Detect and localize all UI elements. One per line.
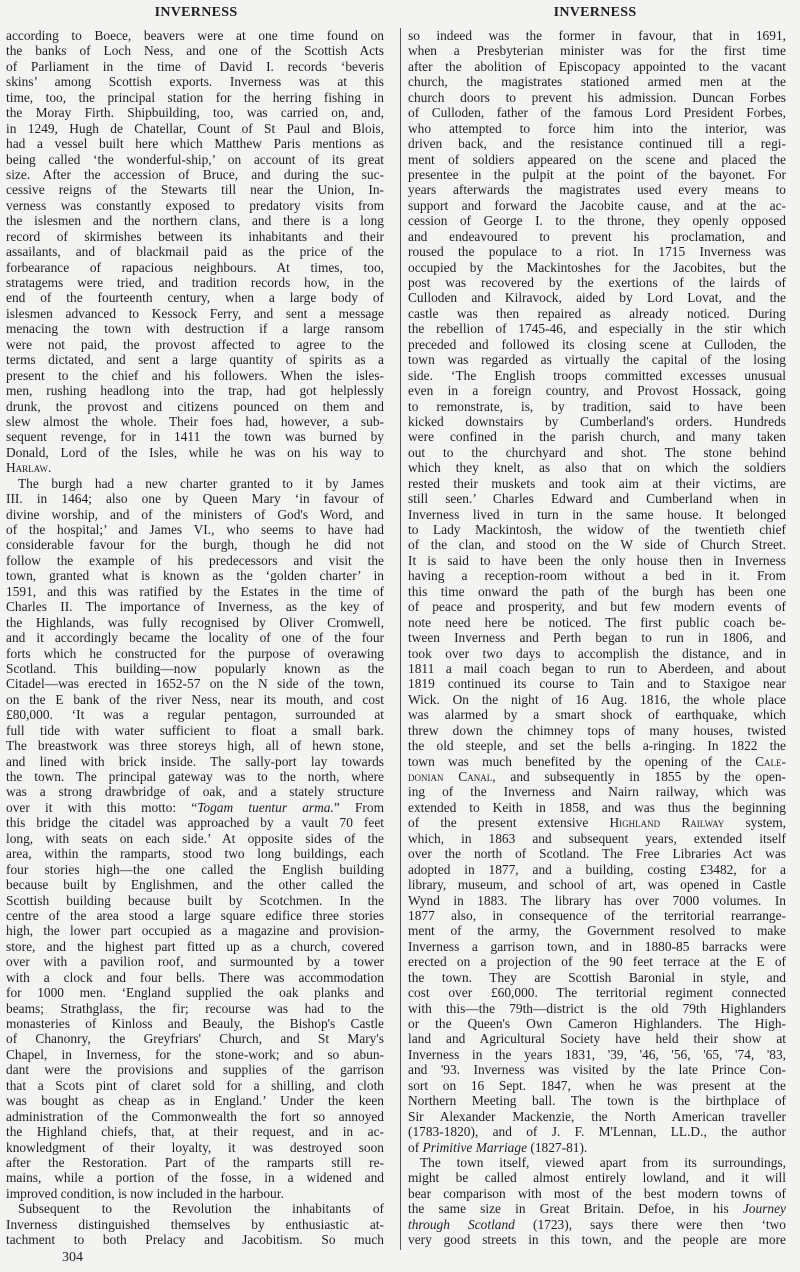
text-segment: town was much benefited by the opening of the bbox=[408, 753, 756, 769]
text-column-right bbox=[408, 28, 786, 1248]
text-line: administration of the Commonwealth the fort so annoyed bbox=[6, 1108, 384, 1124]
text-line: 1591, and this was ratified by the Estates in the time of bbox=[6, 583, 384, 599]
text-line: so indeed was the former in favour, that in 1691, bbox=[408, 28, 786, 43]
text-line: and lined with brick inside. The sally-port lay towards bbox=[6, 753, 384, 769]
small-caps-text: Highland Railway bbox=[609, 815, 725, 831]
text-line bbox=[408, 754, 786, 769]
text-line: cost over £60,000. The territorial regiment connected bbox=[408, 985, 786, 1001]
text-line: dant were the provisions and supplies of the garrison bbox=[6, 1062, 384, 1078]
text-line: Inverness in the years 1831, '39, '46, '56, '65, '74, '83, bbox=[408, 1046, 786, 1062]
text-line: ing of the Inverness and Nairn railway, which was bbox=[408, 784, 786, 800]
text-line: castle was then repaired as already noticed. During bbox=[408, 305, 786, 321]
text-line: the old steeple, and set the bells a-ringing. In 1822 the bbox=[408, 738, 786, 754]
text-line: Northern Meeting ball. The town is the birthplace of bbox=[408, 1093, 786, 1109]
running-header-left: INVERNESS bbox=[154, 5, 238, 20]
text-line: of the clan, and stood on the W side of Church Street. bbox=[408, 537, 786, 553]
text-line: was alarmed by a smart shock of earthquake, which bbox=[408, 707, 786, 723]
text-line: for 1000 men. ‘England supplied the oak planks and bbox=[6, 985, 384, 1001]
text-line: were not paid, the provost affected to agree to the bbox=[6, 336, 384, 352]
italic-text: Togam tuentur arma. bbox=[197, 799, 334, 815]
text-line: that a Scots pint of claret sold for a shilling, and cloth bbox=[6, 1077, 384, 1093]
text-line: III. in 1464; also one by Queen Mary ‘in favour of bbox=[6, 491, 384, 507]
text-line: cession of George I. to the throne, they openly opposed bbox=[408, 213, 786, 229]
text-line: this bridge the citadel was approached by a vault 70 feet bbox=[6, 815, 384, 831]
text-line: the Highlands, was fully recognised by Oliver Cromwell, bbox=[6, 614, 384, 630]
text-line bbox=[408, 769, 786, 784]
text-line: and it accordingly became the locality of one of the four bbox=[6, 630, 384, 646]
text-line: size. After the accession of Bruce, and during the suc- bbox=[6, 166, 384, 182]
text-line: improved condition, is now included in the harbour. bbox=[6, 1185, 284, 1201]
text-line: considerable favour for the burgh, though he did not bbox=[6, 537, 384, 553]
text-line: Citadel—was erected in 1652-57 on the N side of the town, bbox=[6, 676, 384, 692]
text-line: menacing the town with destruction if a large ransom bbox=[6, 321, 384, 337]
text-line: (1783-1820), and of J. F. M'Lennan, LL.D., the author bbox=[408, 1124, 786, 1140]
small-caps-text: Harlaw bbox=[6, 460, 48, 476]
text-segment: system, bbox=[724, 815, 786, 831]
text-line: threw down the chimney tops of many houses, twisted bbox=[408, 722, 786, 738]
text-line: men, rushing headlong into the trap, had got helplessly bbox=[6, 383, 384, 399]
text-line: erected on a projection of the 90 feet terrace at the E of bbox=[408, 954, 786, 970]
text-line bbox=[408, 1140, 786, 1155]
text-line: Culloden and Kilravock, aided by Lord Lovat, and the bbox=[408, 290, 786, 306]
text-line: and '93. Inverness was visited by the late Prince Con- bbox=[408, 1062, 786, 1078]
text-line: presentee in the pulpit at the point of the bayonet. For bbox=[408, 166, 786, 182]
text-line: mains, while a portion of the fosse, in a widened and bbox=[6, 1170, 384, 1186]
text-line: to remonstrate, is, by tradition, said to have been bbox=[408, 398, 786, 414]
text-line: church, the magistrates stationed armed men at the bbox=[408, 74, 786, 90]
text-line: the Moray Firth. Shipbuilding, too, was carried on, and, bbox=[6, 105, 384, 121]
text-line: adopted in 1877, and a building, costing £3482, for a bbox=[408, 861, 786, 877]
text-line: drunk, the provost and citizens pounced on them and bbox=[6, 398, 384, 414]
text-line: The town itself, viewed apart from its surroundings, bbox=[420, 1154, 786, 1170]
text-line: Inverness distinguished themselves by enthusiastic at- bbox=[6, 1216, 384, 1232]
text-line: bear comparison with most of the best modern towns of bbox=[408, 1185, 786, 1201]
text-line: and endeavoured to prevent his proclamation, and bbox=[408, 228, 786, 244]
text-line: the town. They are Scottish Baronial in style, and bbox=[408, 969, 786, 985]
text-line: terms dictated, and sent a large quantity of spirits as a bbox=[6, 352, 384, 368]
text-line: support and forward the Jacobite cause, and at the ac- bbox=[408, 197, 786, 213]
text-line: time, too, the principal station for the herring fishing in bbox=[6, 89, 384, 105]
text-line: Scotland. This building—now popularly known as the bbox=[6, 660, 384, 676]
italic-text: Primitive Marriage bbox=[422, 1139, 528, 1155]
text-line: with this—the 79th—district is the old 79th Highlanders bbox=[408, 1000, 786, 1016]
text-line: end of the fourteenth century, when a large body of bbox=[6, 290, 384, 306]
text-segment: , and subsequently in 1855 by the open- bbox=[492, 769, 786, 784]
text-segment: . bbox=[47, 460, 52, 476]
text-segment: over it with this motto: “ bbox=[6, 799, 198, 815]
text-line: slew almost the whole. Their foes had, however, a sub- bbox=[6, 413, 384, 429]
text-line: town was regarded as virtually the capital of the losing bbox=[408, 352, 786, 368]
text-line: forbearance of rapacious neighbours. At times, too, bbox=[6, 259, 384, 275]
text-line: Inverness a garrison town, and in 1880-85 barracks were bbox=[408, 938, 786, 954]
text-line: out to the churchyard and shot. The stone behind bbox=[408, 444, 786, 460]
text-line: this time onward the path of the burgh has been one bbox=[408, 583, 786, 599]
text-line: ment of the army, the Government resolved to make bbox=[408, 923, 786, 939]
text-line: years afterwards the magistrates used every means to bbox=[408, 182, 786, 198]
text-line: divine worship, and of the ministers of God's Word, and bbox=[6, 506, 384, 522]
text-line: of Culloden, father of the famous Lord President Forbes, bbox=[408, 105, 786, 121]
text-line: ment of soldiers appeared on the scene and placed the bbox=[408, 151, 786, 167]
text-line: Donald, Lord of the Isles, while he was on his way to bbox=[6, 444, 384, 460]
text-line: post was recovered by the exertions of the lairds of bbox=[408, 275, 786, 290]
text-line: being called ‘the wonderful-ship,’ on account of its great bbox=[6, 151, 384, 167]
text-line: of peace and prosperity, and but few modern events of bbox=[408, 599, 786, 615]
text-line: preceded and followed its closing scene at Culloden, the bbox=[408, 336, 786, 352]
text-line: Charles II. The importance of Inverness, as the key of bbox=[6, 599, 384, 615]
text-line: The burgh had a new charter granted to it by James bbox=[18, 475, 384, 491]
text-line: occupied by the Mackintoshes for the Jacobites, but the bbox=[408, 259, 786, 275]
text-line: beams; Strathglass, the fir; recourse was had to the bbox=[6, 1000, 384, 1016]
text-line bbox=[6, 460, 384, 475]
text-line: according to Boece, beavers were at one time found on bbox=[6, 28, 384, 43]
running-header-right: INVERNESS bbox=[553, 5, 637, 20]
text-line: cessive reigns of the Stewarts till near the Union, In- bbox=[6, 182, 384, 198]
text-line: Inverness lived in turn in the same house. It belonged bbox=[408, 506, 786, 522]
text-segment: (1723), says there were then ‘two bbox=[514, 1216, 787, 1232]
text-line: Subsequent to the Revolution the inhabitants of bbox=[18, 1201, 384, 1217]
italic-text: through Scotland bbox=[408, 1216, 515, 1232]
text-line: because built by Englishmen, and the other called the bbox=[6, 877, 384, 893]
text-line: roused the populace to a riot. In 1715 Inverness was bbox=[408, 244, 786, 260]
text-line: sort on 16 Sept. 1847, when he was present at the bbox=[408, 1077, 786, 1093]
text-line: full tide with water sufficient to float a small bark. bbox=[6, 722, 384, 738]
text-line: The breastwork was three storeys high, all of hewn stone, bbox=[6, 738, 384, 754]
text-line: tween Inverness and Perth began to run in 1806, and bbox=[408, 630, 786, 646]
text-segment: ” From bbox=[333, 799, 384, 815]
text-line: Sir Alexander Mackenzie, the North American traveller bbox=[408, 1108, 786, 1124]
page-number: 304 bbox=[62, 1250, 83, 1265]
text-line: over with a pavilion roof, and surmounted by a tower bbox=[6, 954, 384, 970]
text-line: town, granted what is known as the ‘golden charter’ in bbox=[6, 568, 384, 584]
text-line: the islesmen and the northern clans, and there is a long bbox=[6, 213, 384, 229]
text-line: record of skirmishes between its inhabitants and their bbox=[6, 228, 384, 244]
text-line: Wynd in 1883. The library has over 7000 volumes. In bbox=[408, 892, 786, 908]
text-line bbox=[408, 1201, 786, 1216]
text-line: kicked downstairs by Cumberland's orders. Hundreds bbox=[408, 413, 786, 429]
small-caps-text: Cale- bbox=[755, 753, 786, 769]
italic-text: Journey bbox=[742, 1201, 786, 1217]
text-line: four stories high—the one called the English building bbox=[6, 861, 384, 877]
text-line: long, with seats on each side.’ At opposite sides of the bbox=[6, 830, 384, 846]
text-line: of Chanonry, the Greyfriars' Church, and St Mary's bbox=[6, 1031, 384, 1047]
text-line: who attempted to force him into the interior, was bbox=[408, 120, 786, 136]
text-line: follow the example of his predecessors and visit the bbox=[6, 552, 384, 568]
text-line: with a clock and four bells. There was accommodation bbox=[6, 969, 384, 985]
text-line: after the abolition of Episcopacy appointed to the vacant bbox=[408, 58, 786, 74]
text-line: skins’ among Scottish exports. Inverness was at this bbox=[6, 74, 384, 90]
small-caps-text: donian Canal bbox=[408, 769, 493, 784]
text-line: was a strong drawbridge of oak, and a stately structure bbox=[6, 784, 384, 800]
text-line: library, museum, and school of art, was opened in Castle bbox=[408, 877, 786, 893]
text-line: even in a foreign country, and Provost Hossack, going bbox=[408, 383, 786, 399]
text-line: assailants, and of blackmail paid as the price of the bbox=[6, 244, 384, 260]
text-line: the banks of Loch Ness, and one of the Scottish Acts bbox=[6, 43, 384, 59]
text-line: Chapel, in Inverness, for the stone-work; and so abun- bbox=[6, 1046, 384, 1062]
text-line: Scottish building because built by Scotchmen. In the bbox=[6, 892, 384, 908]
text-line: monasteries of Kinloss and Beauly, the Bishop's Castle bbox=[6, 1016, 384, 1031]
text-segment: of the present extensive bbox=[408, 815, 610, 831]
text-line: on the E bank of the river Ness, near its mouth, and cost bbox=[6, 691, 384, 707]
text-line: of the hospital;’ and James VI., who seems to have had bbox=[6, 522, 384, 537]
text-line: or the Queen's Own Cameron Highlanders. The High- bbox=[408, 1016, 786, 1031]
text-line: 1819 continued its course to Tain and to Staxigoe near bbox=[408, 676, 786, 692]
text-line: extended to Keith in 1858, and was thus the beginning bbox=[408, 799, 786, 815]
text-line: sequent revenge, for in 1411 the town was burned by bbox=[6, 429, 384, 445]
text-line: church doors to prevent his admission. Duncan Forbes bbox=[408, 89, 786, 105]
text-line: high, the lower part occupied as a magazine and provision- bbox=[6, 923, 384, 939]
text-line bbox=[408, 1217, 786, 1232]
text-line: Wick. On the night of 16 Aug. 1816, the whole place bbox=[408, 691, 786, 707]
text-line: rested their muskets and took aim at their victims, are bbox=[408, 475, 786, 491]
column-divider bbox=[400, 28, 401, 1250]
text-line: It is said to have been the only house then in Inverness bbox=[408, 552, 786, 568]
text-line: present to the chief and his followers. When the isles- bbox=[6, 367, 384, 383]
text-line: very good streets in this town, and the people are more bbox=[408, 1232, 786, 1248]
text-column-left bbox=[6, 28, 384, 1248]
text-line: after the Restoration. Part of the ramparts still re- bbox=[6, 1154, 384, 1170]
text-line: 1811 a mail coach began to run to Aberdeen, and about bbox=[408, 660, 786, 676]
text-line: £80,000. ‘It was a regular pentagon, surrounded at bbox=[6, 707, 384, 723]
text-line: was bought as cheap as in England.’ Under the keen bbox=[6, 1093, 384, 1109]
text-line: land and Agricultural Society have held their show at bbox=[408, 1031, 786, 1047]
text-line: to Lady Mackintosh, the widow of the twentieth chief bbox=[408, 522, 786, 537]
text-line: took over two days to accomplish the distance, and in bbox=[408, 645, 786, 661]
text-line: forts which he constructed for the purpose of overawing bbox=[6, 645, 384, 661]
text-line: stratagems were tried, and tradition records how, in the bbox=[6, 275, 384, 290]
text-line: still seen.’ Charles Edward and Cumberland when in bbox=[408, 491, 786, 507]
text-line: tachment to both Prelacy and Jacobitism. So much bbox=[6, 1232, 384, 1248]
text-line: might be called almost entirely lowland, and it will bbox=[408, 1170, 786, 1186]
text-line: knowledgment of their loyalty, it was destroyed soon bbox=[6, 1139, 384, 1155]
text-line: which, in 1863 and subsequent years, extended itself bbox=[408, 830, 786, 846]
text-segment: the same size in Great Britain. Defoe, in his bbox=[408, 1201, 743, 1217]
text-line: having a reception-room without a bed in it. From bbox=[408, 568, 786, 584]
text-segment: of bbox=[408, 1139, 423, 1155]
text-line: the Highland chiefs, that, at their request, and in ac- bbox=[6, 1124, 384, 1140]
text-line: verness was constantly exposed to predatory visits from bbox=[6, 197, 384, 213]
text-line bbox=[6, 800, 384, 815]
text-line: area, within the ramparts, stood two long buildings, each bbox=[6, 846, 384, 862]
text-line: when a Presbyterian minister was for the first time bbox=[408, 43, 786, 59]
text-line: side. ‘The English troops committed excesses unusual bbox=[408, 367, 786, 383]
text-line bbox=[408, 815, 786, 830]
text-line: 1877 also, in consequence of the territorial rearrange- bbox=[408, 907, 786, 923]
text-line: the town. The principal gateway was to the north, where bbox=[6, 769, 384, 784]
text-line: were confined in the parish church, and many taken bbox=[408, 429, 786, 445]
text-line: which they knelt, as also that on which the soldiers bbox=[408, 460, 786, 476]
text-line: over the north of Scotland. The Free Libraries Act was bbox=[408, 846, 786, 862]
text-line: of Parliament in the time of David I. records ‘beveris bbox=[6, 58, 384, 74]
text-line: in 1249, Hugh de Chatellar, Count of St Paul and Blois, bbox=[6, 120, 384, 136]
text-line: had a vessel built here which Matthew Paris mentions as bbox=[6, 136, 384, 152]
text-line: driven back, and the resistance continued till a regi- bbox=[408, 136, 786, 152]
text-line: centre of the area stood a large square edifice three stories bbox=[6, 907, 384, 923]
text-line: note need here be noticed. The first public coach be- bbox=[408, 614, 786, 630]
text-segment: (1827-81). bbox=[527, 1139, 588, 1155]
text-line: store, and the highest part fitted up as a church, covered bbox=[6, 938, 384, 954]
text-line: the rebellion of 1745-46, and especially in the stir which bbox=[408, 321, 786, 337]
text-line: islesmen advanced to Kessock Ferry, and sent a message bbox=[6, 305, 384, 321]
